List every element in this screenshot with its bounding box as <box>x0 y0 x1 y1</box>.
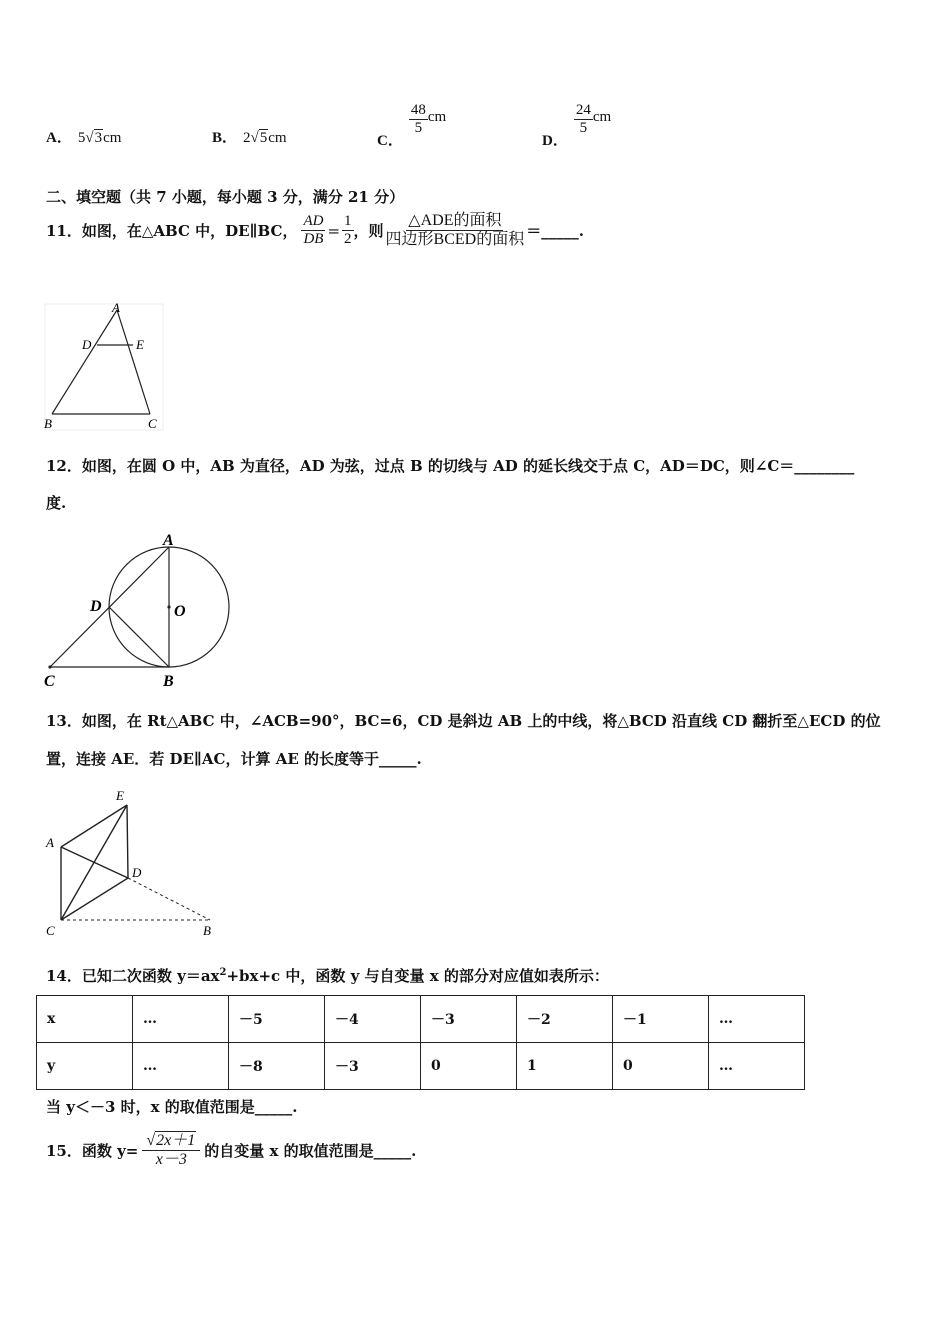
question-15: 15．函数 y= $\frac{√2x+1}{x-3}$ 的自变量 x 的取值范围是_____. <box>46 1132 417 1169</box>
fig13-label-e: E <box>116 788 124 803</box>
question-14 <box>46 965 609 986</box>
option-a-radicand: 3 <box>94 130 103 146</box>
q11-frac2-num: △ADE的面积 <box>406 212 503 231</box>
option-b-unit: cm <box>268 130 287 146</box>
fig11-label-c: C <box>148 416 157 431</box>
option-b-letter: B． <box>212 130 238 146</box>
q11-half-num: 1 <box>342 213 354 231</box>
option-d-den: 5 <box>579 120 588 137</box>
fig11-label-d: D <box>82 337 92 352</box>
table-cell: －4 <box>325 996 421 1043</box>
fig13-label-d: D <box>132 865 142 880</box>
fig12-label-c: C <box>44 673 55 690</box>
table-cell: 0 <box>613 1043 709 1090</box>
option-b-radicand: 5 <box>259 130 268 146</box>
question-12-line2: 度. <box>46 494 67 512</box>
table-cell: y <box>37 1043 133 1090</box>
q11-frac2-den: 四边形BCED的面积 <box>385 231 525 249</box>
fig12-label-o: O <box>174 603 186 620</box>
value-table <box>36 995 805 1090</box>
table-cell: －8 <box>229 1043 325 1090</box>
option-c-den: 5 <box>414 120 423 137</box>
table-cell: －3 <box>421 996 517 1043</box>
table-row-y <box>37 1043 805 1090</box>
q11-frac1-num: AD <box>301 213 325 231</box>
q11-equals: = <box>327 221 341 240</box>
fig13-label-c: C <box>46 923 55 938</box>
table-cell: … <box>133 1043 229 1090</box>
option-b: B． 2√5cm <box>212 130 287 146</box>
option-c-unit: cm <box>427 109 447 126</box>
option-c <box>377 102 446 150</box>
fig12-label-d: D <box>90 598 102 615</box>
option-a-unit: cm <box>103 130 122 146</box>
q14-text-a: 14．已知二次函数 y＝ax <box>46 967 220 985</box>
option-b-coef: 2 <box>243 130 251 146</box>
table-cell: －3 <box>325 1043 421 1090</box>
option-c-letter: C． <box>377 133 403 150</box>
table-row-x <box>37 996 805 1043</box>
q11-half-den: 2 <box>344 231 352 248</box>
q14-text-b: +bx+c 中，函数 y 与自变量 x 的部分对应值如表所示： <box>226 967 609 985</box>
fig13-segment-ae <box>61 805 127 847</box>
question-12-line1: 12．如图，在圆 O 中，AB 为直径，AD 为弦，过点 B 的切线与 AD 的延长线交于点 C，AD＝DC，则∠C＝________ <box>46 457 855 475</box>
table-cell: … <box>133 996 229 1043</box>
fig11-label-a: A <box>112 300 120 315</box>
table-cell: … <box>709 1043 805 1090</box>
q15-prefix: 15．函数 y= <box>46 1142 139 1161</box>
figure-12 <box>40 528 240 693</box>
table-cell: x <box>37 996 133 1043</box>
table-cell: 0 <box>421 1043 517 1090</box>
fig12-center-dot <box>167 605 170 608</box>
table-cell: －1 <box>613 996 709 1043</box>
table-cell: －5 <box>229 996 325 1043</box>
fig12-label-b: B <box>163 673 174 690</box>
option-a-coef: 5 <box>77 130 86 146</box>
q15-suffix: 的自变量 x 的取值范围是_____. <box>204 1142 417 1161</box>
fig11-label-e: E <box>136 337 144 352</box>
q14-after: 当 y＜－3 时，x 的取值范围是_____. <box>46 1098 298 1116</box>
q15-num-radicand: 2x＋1 <box>156 1132 196 1149</box>
table-cell: … <box>709 996 805 1043</box>
section-title: 二、填空题（共 7 小题，每小题 3 分，满分 21 分） <box>46 188 405 206</box>
fig12-segment-db <box>109 607 169 667</box>
figure-11 <box>40 298 170 438</box>
fig13-segment-ed <box>127 805 128 878</box>
q11-prefix: 11．如图，在△ABC 中，DE∥BC， <box>46 222 298 241</box>
q11-frac1-den: DB <box>303 231 324 248</box>
figure-13 <box>40 785 230 945</box>
question-13-line1: 13．如图，在 Rt△ABC 中，∠ACB=90°，BC=6，CD 是斜边 AB 上的中线，将△BCD 沿直线 CD 翻折至△ECD 的位 <box>46 712 881 730</box>
question-11 <box>46 212 584 250</box>
option-a-letter: A． <box>46 130 72 146</box>
fig13-label-b: B <box>203 923 211 938</box>
option-d-num: 24 <box>574 102 593 120</box>
option-a: A． 5√3cm <box>46 130 122 146</box>
q14-sup: 2 <box>219 967 227 978</box>
option-c-num: 48 <box>409 102 428 120</box>
option-d <box>542 102 611 150</box>
table-cell: －2 <box>517 996 613 1043</box>
fig11-label-b: B <box>44 416 52 431</box>
q15-den: x－3 <box>155 1151 187 1169</box>
question-13-line2: 置，连接 AE．若 DE∥AC，计算 AE 的长度等于_____. <box>46 750 422 768</box>
fig12-point-c <box>48 665 51 668</box>
q11-mid: ，则 <box>353 222 384 241</box>
fig13-segment-ad <box>61 847 128 878</box>
fig13-dashed-db <box>128 878 210 920</box>
option-d-unit: cm <box>592 109 612 126</box>
q11-suffix: ＝_____. <box>526 222 584 241</box>
table-cell: 1 <box>517 1043 613 1090</box>
fig11-side-ab <box>52 310 117 414</box>
fig12-label-a: A <box>163 532 174 549</box>
fig11-side-ac <box>117 310 150 414</box>
option-d-letter: D． <box>542 133 568 150</box>
fig13-segment-cd <box>61 878 128 920</box>
fig11-frame <box>45 304 163 430</box>
fig13-label-a: A <box>46 835 54 850</box>
